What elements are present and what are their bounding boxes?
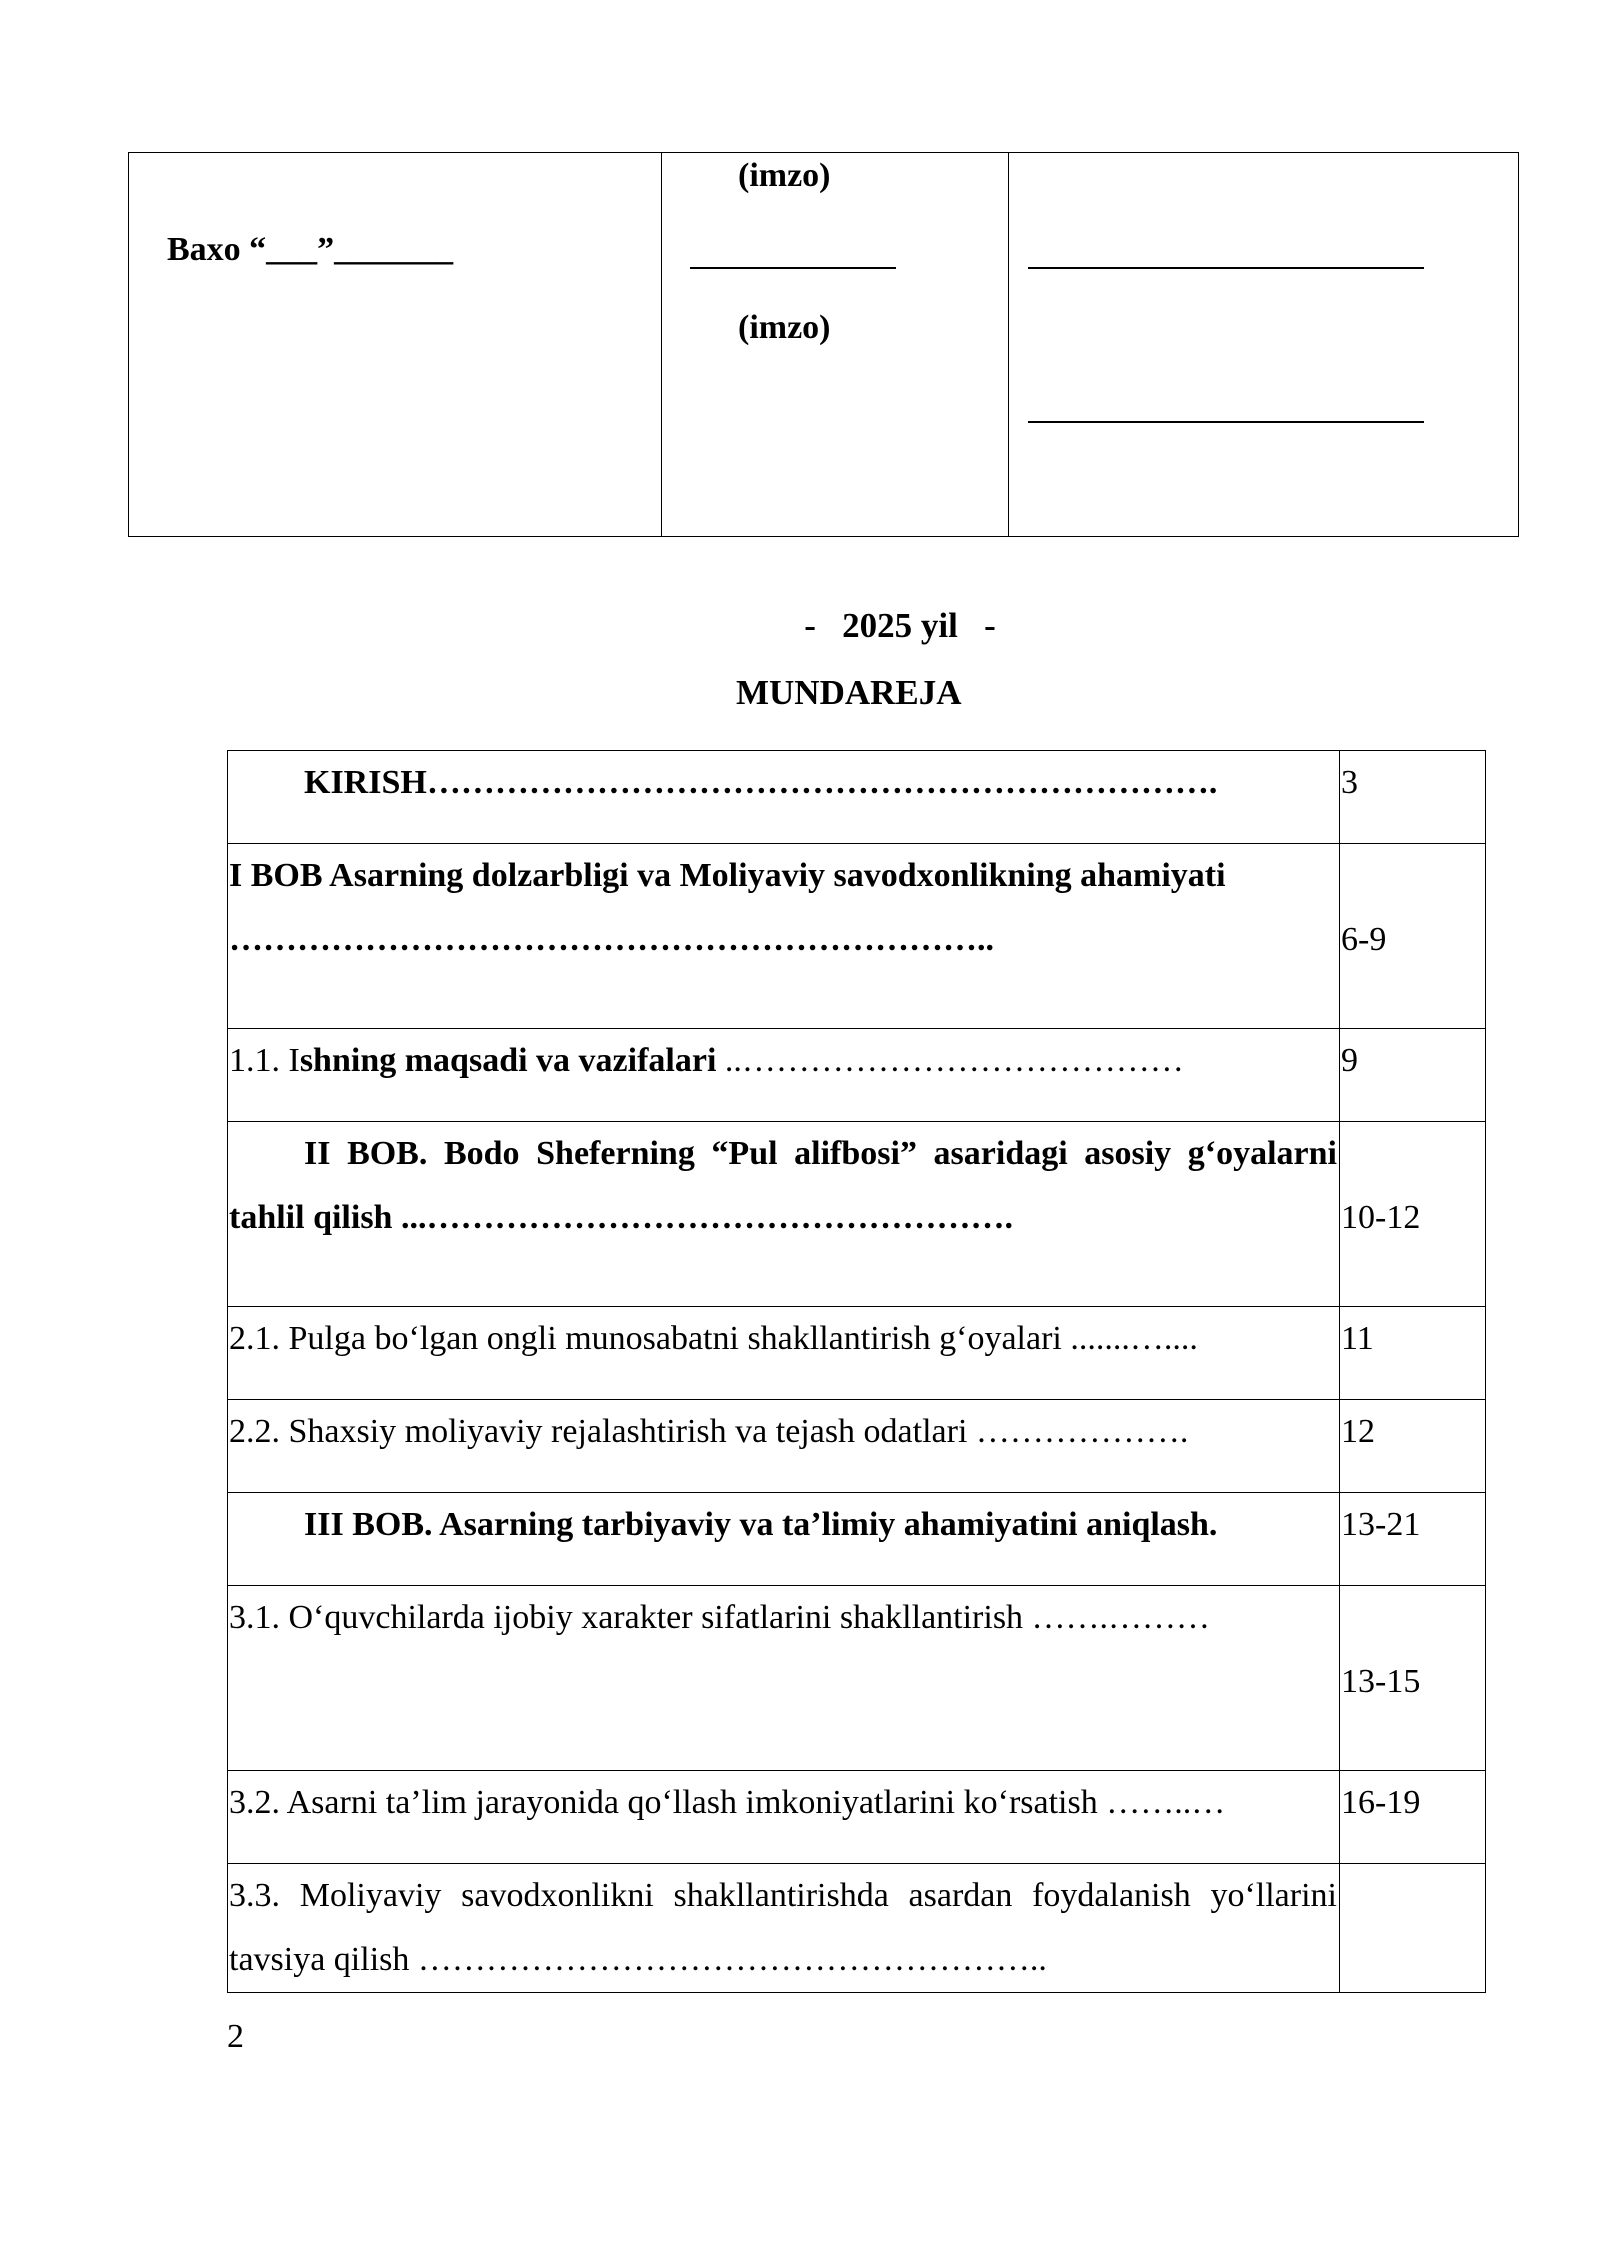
toc-entry-page: 10-12 xyxy=(1340,1122,1486,1307)
page-number: 2 xyxy=(227,2018,244,2055)
toc-row xyxy=(228,1400,1486,1493)
name-line-2 xyxy=(1028,421,1424,423)
name-line-1 xyxy=(1028,267,1424,269)
signature-label-2: (imzo) xyxy=(738,309,831,346)
toc-row xyxy=(228,1493,1486,1586)
toc-row xyxy=(228,1864,1486,1993)
toc-row xyxy=(228,1029,1486,1122)
toc-entry-page: 13-21 xyxy=(1340,1493,1486,1586)
toc-row xyxy=(228,1586,1486,1771)
toc-entry-page: 3 xyxy=(1340,751,1486,844)
toc-entry-title: II BOB. Bodo Sheferning “Pul alifbosi” asaridagi asosiy g‘oyalarni tahlil qilish ...……………………………………………. xyxy=(228,1122,1340,1307)
signature-line xyxy=(690,267,896,269)
toc-row xyxy=(228,844,1486,1029)
toc-heading: MUNDAREJA xyxy=(736,673,962,712)
toc-entry-title: KIRISH……………………………………………………………. xyxy=(228,751,1340,844)
toc-entry-title: 3.2. Asarni ta’lim jarayonida qo‘llash imkoniyatlarini ko‘rsatish ……..… xyxy=(228,1771,1340,1864)
toc-entry-title: 1.1. Ishning maqsadi va vazifalari ..………………………………… xyxy=(228,1029,1340,1122)
name-cell xyxy=(1009,153,1519,537)
toc-row xyxy=(228,1122,1486,1307)
toc-entry-page: 11 xyxy=(1340,1307,1486,1400)
toc-row xyxy=(228,751,1486,844)
toc-entry-page: 12 xyxy=(1340,1400,1486,1493)
toc-entry-page xyxy=(1340,1864,1486,1993)
toc-entry-title: 2.1. Pulga bo‘lgan ongli munosabatni shakllantirish g‘oyalari .......….... xyxy=(228,1307,1340,1400)
grade-label: Baxo “___”_______ xyxy=(167,231,454,268)
toc-entry-page: 9 xyxy=(1340,1029,1486,1122)
toc-row xyxy=(228,1307,1486,1400)
toc-entry-title: III BOB. Asarning tarbiyaviy va ta’limiy ahamiyatini aniqlash. xyxy=(228,1493,1340,1586)
toc-entry-page: 16-19 xyxy=(1340,1771,1486,1864)
signature-cell xyxy=(662,153,1009,537)
year-line: - 2025 yil - xyxy=(804,606,996,645)
grade-cell xyxy=(129,153,662,537)
toc-entry-title: 3.1. O‘quvchilarda ijobiy xarakter sifatlarini shakllantirish …….……… xyxy=(228,1586,1340,1771)
signature-label-1: (imzo) xyxy=(738,157,831,194)
toc-entry-title: 2.2. Shaxsiy moliyaviy rejalashtirish va tejash odatlari ………………. xyxy=(228,1400,1340,1493)
toc-entry-title: 3.3. Moliyaviy savodxonlikni shakllantirishda asardan foydalanish yo‘llarini tavsiya qilish ……………………………………………….. xyxy=(228,1864,1340,1993)
toc-entry-page: 13-15 xyxy=(1340,1586,1486,1771)
signature-table xyxy=(128,152,1519,537)
toc-row xyxy=(228,1771,1486,1864)
toc-entry-title: I BOB Asarning dolzarbligi va Moliyaviy savodxonlikning ahamiyati ………………………………………………………….. xyxy=(228,844,1340,1029)
table-of-contents xyxy=(227,750,1486,1993)
toc-entry-page: 6-9 xyxy=(1340,844,1486,1029)
